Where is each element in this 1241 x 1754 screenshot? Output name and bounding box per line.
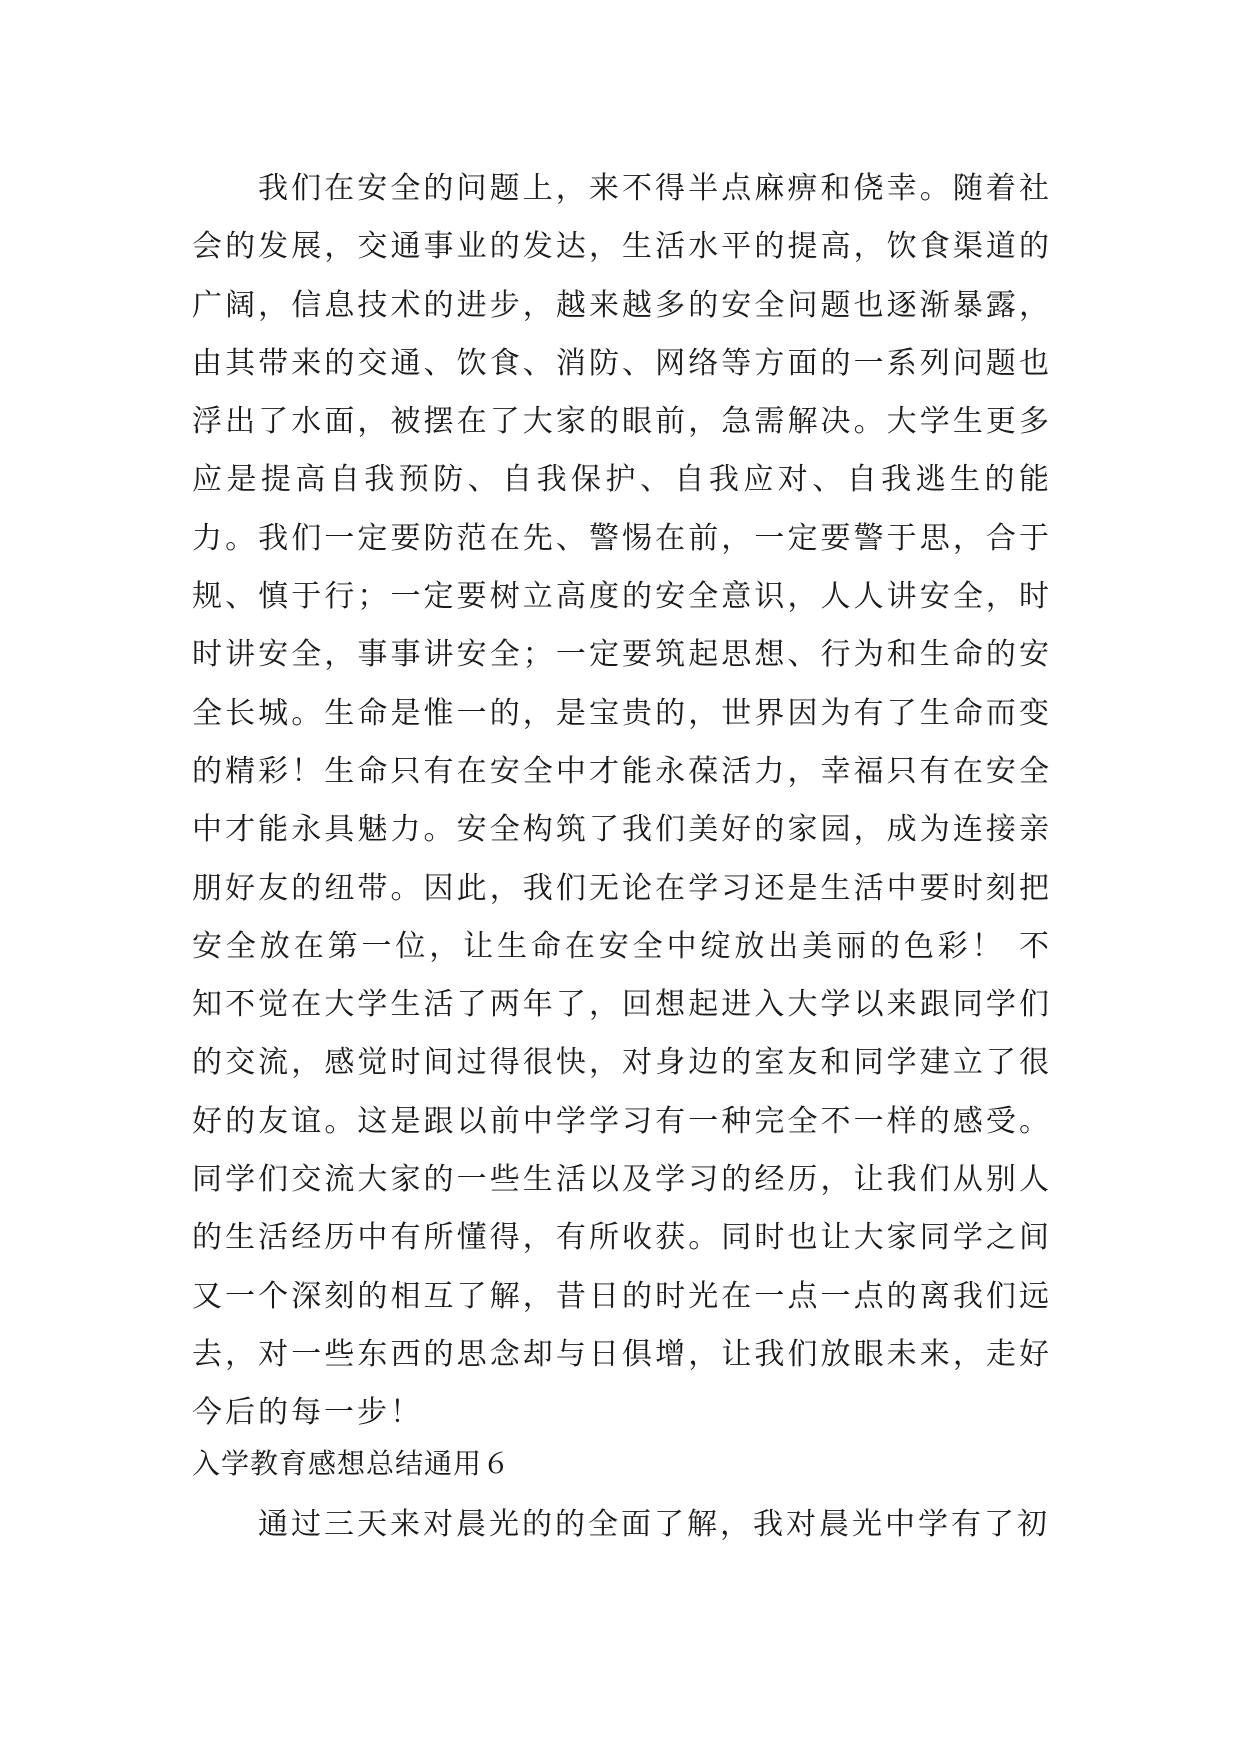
- body-paragraph: 我们在安全的问题上，来不得半点麻痹和侥幸。随着社会的发展，交通事业的发达，生活水平的提高，饮食渠道的广阔，信息技术的进步，越来越多的安全问题也逐渐暴露，由其带来的交通、饮食、消防、网络等方面的一系列问题也浮出了水面，被摆在了大家的眼前，急需解决。大学生更多应是提高自我预防、自我保护、自我应对、自我逃生的能力。我们一定要防范在先、警惕在前，一定要警于思，合于规、慎于行；一定要树立高度的安全意识，人人讲安全，时时讲安全，事事讲安全；一定要筑起思想、行为和生命的安全长城。生命是惟一的，是宝贵的，世界因为有了生命而变的精彩！生命只有在安全中才能永葆活力，幸福只有在安全中才能永具魅力。安全构筑了我们美好的家园，成为连接亲朋好友的纽带。因此，我们无论在学习还是生活中要时刻把安全放在第一位，让生命在安全中绽放出美丽的色彩！ 不知不觉在大学生活了两年了，回想起进入大学以来跟同学们的交流，感觉时间过得很快，对身边的室友和同学建立了很好的友谊。这是跟以前中学学习有一种完全不一样的感受。同学们交流大家的一些生活以及学习的经历，让我们从别人的生活经历中有所懂得，有所收获。同时也让大家同学之间又一个深刻的相互了解，昔日的时光在一点一点的离我们远去，对一些东西的思念却与日俱增，让我们放眼未来，走好今后的每一步！: [192, 171, 1052, 1431]
- body-paragraph-continued: 通过三天来对晨光的的全面了解，我对晨光中学有了初: [258, 1507, 1050, 1542]
- section-heading: 入学教育感想总结通用６: [192, 1447, 512, 1480]
